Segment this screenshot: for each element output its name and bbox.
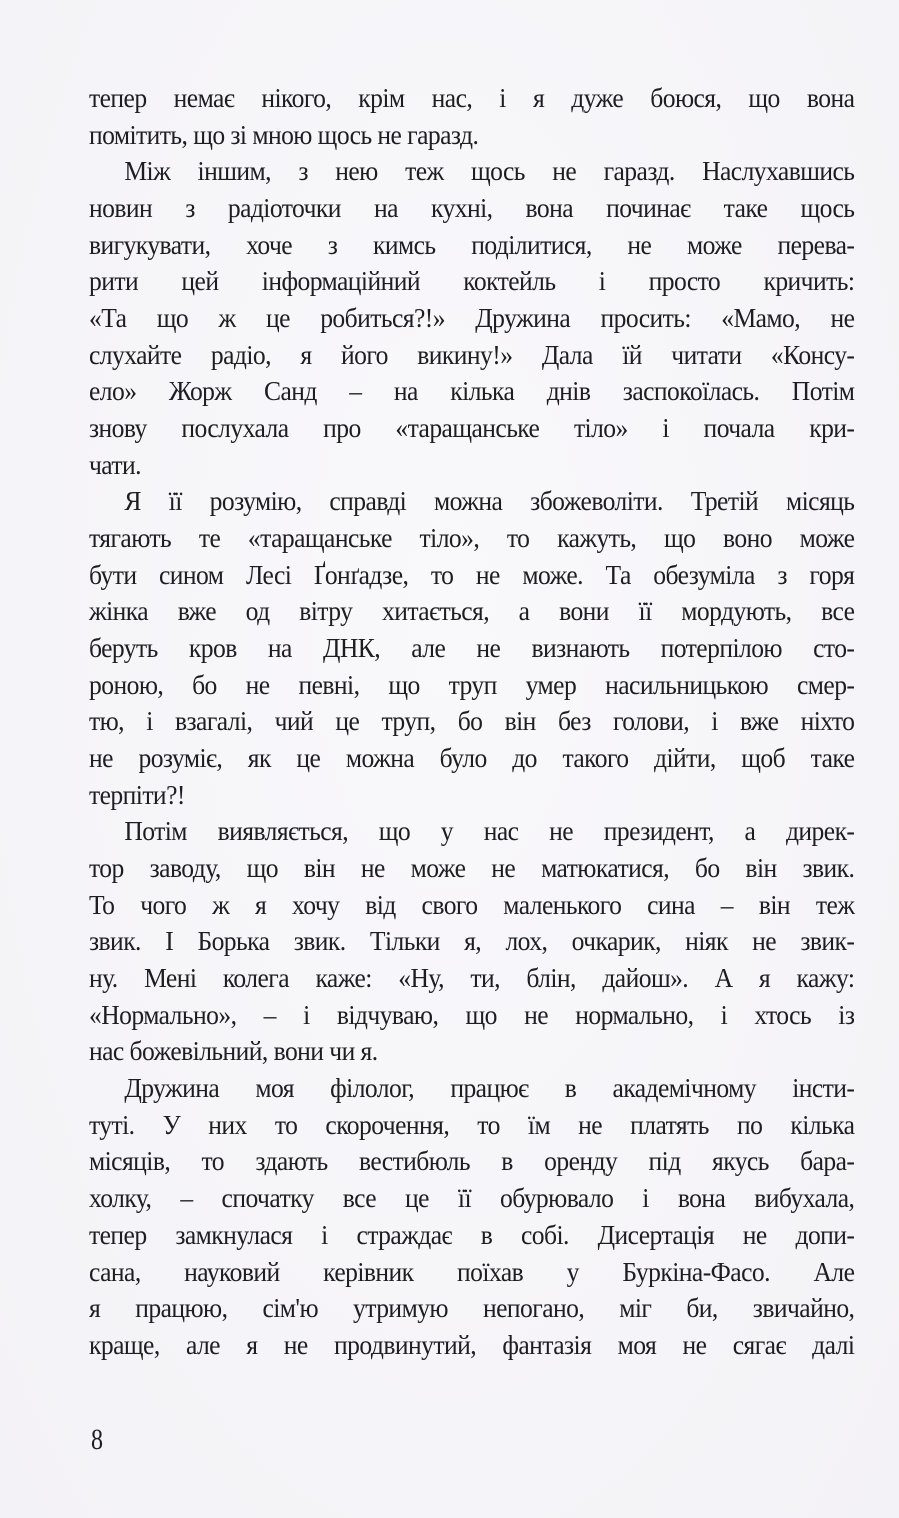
text-line: терпіти?!	[89, 778, 185, 810]
text-line: новин з радіоточки на кухні, вона починає таке щось	[89, 192, 855, 224]
text-line: Дружина моя філолог, працює в академічному інсти-	[124, 1072, 855, 1104]
text-line: не розуміє, як це можна було до такого дійти, щоб таке	[89, 742, 855, 774]
text-line: звик. І Борька звик. Тільки я, лох, очкарик, ніяк не звик-	[89, 925, 855, 957]
text-line: туті. У них то скорочення, то їм не платять по кілька	[89, 1108, 855, 1140]
text-line: холку, – спочатку все це її обурювало і вона вибухала,	[89, 1182, 855, 1214]
text-line: жінка вже од вітру хитається, а вони її мордують, все	[89, 595, 855, 627]
text-line: роною, бо не певні, що труп умер насильницькою смер-	[89, 668, 855, 700]
text-line: беруть кров на ДНК, але не визнають потерпілою сто-	[89, 632, 855, 664]
text-line: краще, але я не продвинутий, фантазія моя не сягає далі	[89, 1328, 855, 1360]
text-line: бути сином Лесі Ґонґадзе, то не може. Та обезуміла з горя	[89, 558, 855, 590]
text-line: слухайте радіо, я його викину!» Дала їй читати «Консу-	[89, 338, 855, 370]
text-line: помітить, що зі мною щось не гаразд.	[89, 118, 479, 150]
text-line: То чого ж я хочу від свого маленького сина – він теж	[89, 888, 855, 920]
text-line: тор заводу, що він не може не матюкатися, бо він звик.	[89, 852, 855, 884]
text-line: «Та що ж це робиться?!» Дружина просить: «Мамо, не	[89, 302, 855, 334]
text-line: тепер немає нікого, крім нас, і я дуже боюся, що вона	[89, 82, 855, 113]
text-line: Потім виявляється, що у нас не президент, а дирек-	[124, 815, 855, 847]
text-line: тепер замкнулася і страждає в собі. Дисертація не допи-	[89, 1218, 855, 1250]
text-line: «Нормально», – і відчуваю, що не нормально, і хтось із	[89, 998, 855, 1030]
text-line: тю, і взагалі, чий це труп, бо він без голови, і вже ніхто	[89, 705, 855, 737]
text-line: ну. Мені колега каже: «Ну, ти, блін, дайош». А я кажу:	[89, 962, 855, 994]
text-line: сана, науковий керівник поїхав у Буркіна-Фасо. Але	[89, 1255, 855, 1287]
page-number: 8	[91, 1423, 103, 1456]
text-line: нас божевільний, вони чи я.	[89, 1035, 378, 1067]
text-line: вигукувати, хоче з кимсь поділитися, не може перева-	[89, 228, 855, 260]
text-line: місяців, то здають вестибюль в оренду під якусь бара-	[89, 1145, 855, 1177]
text-line: чати.	[89, 448, 142, 480]
text-line: рити цей інформаційний коктейль і просто кричить:	[89, 265, 855, 297]
text-line: я працюю, сім'ю утримую непогано, міг би, звичайно,	[89, 1292, 855, 1324]
text-line: знову послухала про «таращанське тіло» і почала кри-	[89, 412, 855, 444]
text-line: ело» Жорж Санд – на кілька днів заспокоїлась. Потім	[89, 375, 855, 407]
text-line: тягають те «таращанське тіло», то кажуть, що воно може	[89, 522, 855, 554]
text-line: Я її розумію, справді можна збожеволіти. Третій місяць	[124, 485, 855, 517]
body-text	[89, 80, 855, 1364]
text-line: Між іншим, з нею теж щось не гаразд. Наслухавшись	[124, 155, 855, 187]
